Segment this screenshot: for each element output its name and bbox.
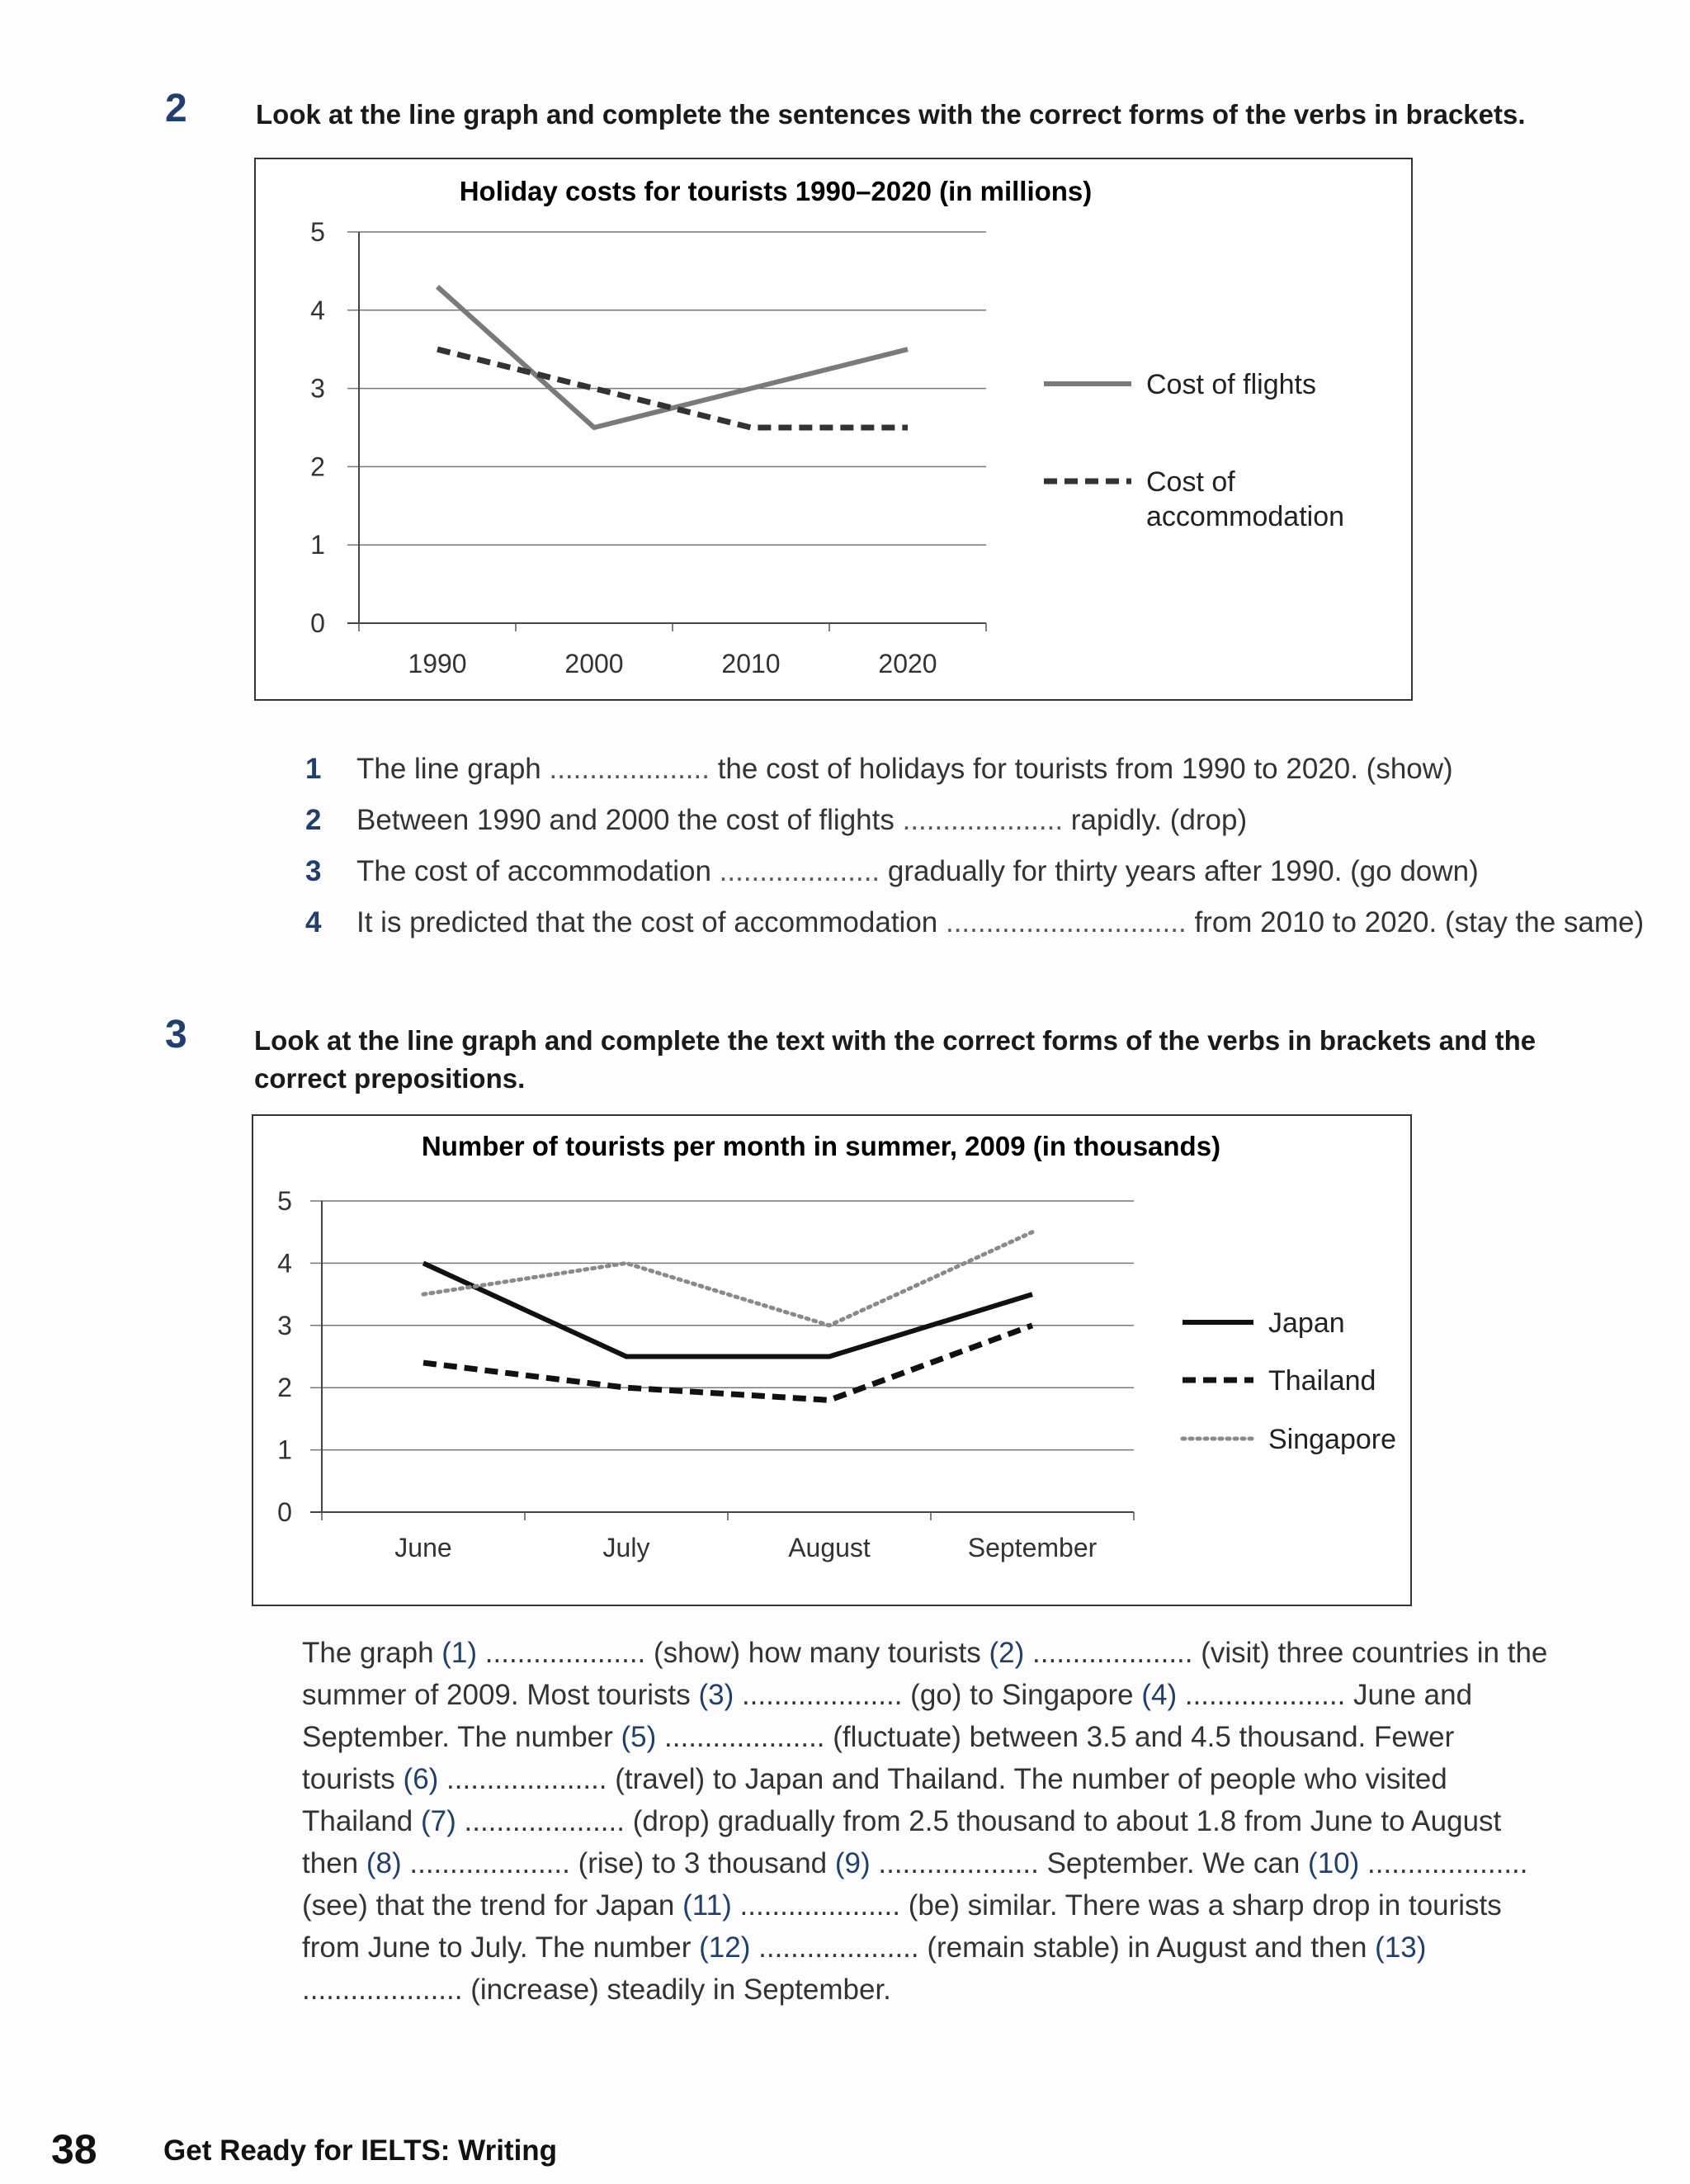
x-tick-label: 1990 [408,649,467,678]
exercise-2-questions [305,744,1659,943]
x-tick-label: September [967,1533,1098,1562]
y-tick-label: 0 [310,608,325,638]
passage-text: The graph [302,1637,442,1669]
gap-number: (1) [441,1637,478,1669]
answer-gap[interactable]: .................... [719,855,880,887]
question-text: The line graph [356,753,550,785]
x-tick-label: July [602,1533,650,1562]
question-number: 2 [305,804,322,836]
y-tick-label: 4 [277,1248,292,1279]
gap-number: (10) [1308,1847,1360,1879]
passage-text: .................... September. We can [870,1847,1309,1879]
gap-number: (11) [682,1889,732,1922]
y-tick-label: 1 [310,530,325,560]
exercise-2-instruction: Look at the line graph and complete the sentences with the correct forms of the verbs in brackets. [256,99,1526,130]
series-line-cost-of-flights [437,286,908,428]
question-row [305,897,1659,943]
question-text: It is predicted that the cost of accommodation [356,906,946,938]
question-text: rapidly. (drop) [1063,804,1248,836]
question-row [305,744,1659,795]
gap-number: (12) [699,1931,751,1964]
exercise-2-number: 2 [165,87,187,130]
x-tick-label: 2000 [564,649,624,678]
y-tick-label: 1 [277,1435,292,1465]
chart-title: Holiday costs for tourists 1990–2020 (in millions) [459,176,1093,206]
passage-text: .................... June and September. The number [302,1679,1473,1753]
chart-1-svg [256,159,1411,699]
y-tick-label: 5 [310,217,325,247]
answer-gap[interactable]: .................... [549,753,710,785]
chart-title: Number of tourists per month in summer, 2009 (in thousands) [421,1131,1221,1161]
x-tick-label: 2010 [721,649,781,678]
exercise-3-instruction: Look at the line graph and complete the text with the correct forms of the verbs in brackets and the correct prepositions. [254,1025,1537,1094]
x-tick-label: June [394,1533,452,1562]
legend-label: Thailand [1268,1365,1376,1397]
y-tick-label: 5 [277,1186,292,1216]
passage-text: .................... (drop) gradually from 2.5 thousand to about 1.8 from June to August then [302,1805,1502,1879]
book-title: Get Ready for IELTS: Writing [163,2134,558,2167]
question-text: The cost of accommodation [356,855,720,887]
gap-number: (4) [1141,1679,1178,1711]
gap-number: (3) [698,1679,734,1711]
passage-text: .................... (see) that the trend for Japan [302,1847,1528,1922]
question-row [305,795,1659,846]
gap-number: (7) [420,1805,456,1837]
exercise-3-passage [302,1632,1552,2011]
chart-2-frame [252,1114,1412,1606]
y-tick-label: 4 [310,295,325,325]
legend-label: Cost of accommodation [1146,466,1345,532]
chart-1-frame [254,158,1413,701]
answer-gap[interactable]: .............................. [945,906,1187,938]
legend-label: Singapore [1268,1424,1397,1455]
x-tick-label: August [788,1533,871,1562]
gap-number: (8) [366,1847,402,1879]
passage-text: .................... (visit) three countries in the summer of 2009. Most tourists [302,1637,1548,1711]
question-text: Between 1990 and 2000 the cost of flights [356,804,903,836]
y-tick-label: 2 [277,1373,292,1403]
passage-text: .................... (travel) to Japan and Thailand. The number of people who visited Thailand [302,1763,1447,1837]
passage-text: .................... (rise) to 3 thousand [401,1847,835,1879]
y-tick-label: 3 [310,373,325,404]
passage-text: .................... (increase) steadily in September. [302,1974,891,2006]
answer-gap[interactable]: .................... [902,804,1064,836]
gap-number: (6) [403,1763,439,1795]
passage-text: .................... (fluctuate) between 3.5 and 4.5 thousand. Fewer tourists [302,1721,1455,1795]
question-text: from 2010 to 2020. (stay the same) [1186,906,1645,938]
page-number: 38 [51,2126,97,2172]
question-text: gradually for thirty years after 1990. (go down) [880,855,1479,887]
question-number: 3 [305,855,322,887]
question-text: the cost of holidays for tourists from 1990 to 2020. (show) [709,753,1453,785]
question-number: 1 [305,753,322,785]
x-tick-label: 2020 [878,649,937,678]
legend-label: Japan [1268,1307,1345,1339]
series-line-singapore [423,1232,1032,1326]
gap-number: (5) [621,1721,657,1753]
passage-text: .................... (be) similar. There was a sharp drop in tourists from June to July. The number [302,1889,1502,1964]
legend-label: Cost of flights [1146,369,1316,400]
y-tick-label: 0 [277,1497,292,1527]
series-line-japan [423,1263,1032,1356]
gap-number: (2) [989,1637,1025,1669]
y-tick-label: 2 [310,451,325,482]
gap-number: (9) [834,1847,871,1879]
gap-number: (13) [1375,1931,1427,1964]
exercise-3-number: 3 [165,1013,187,1057]
question-number: 4 [305,906,322,938]
question-row [305,846,1659,897]
series-line-thailand [423,1326,1032,1400]
y-tick-label: 3 [277,1310,292,1340]
chart-2-svg [253,1116,1410,1605]
passage-text: .................... (show) how many tourists [477,1637,989,1669]
passage-text: .................... (go) to Singapore [734,1679,1142,1711]
passage-text: .................... (remain stable) in August and then [750,1931,1376,1964]
